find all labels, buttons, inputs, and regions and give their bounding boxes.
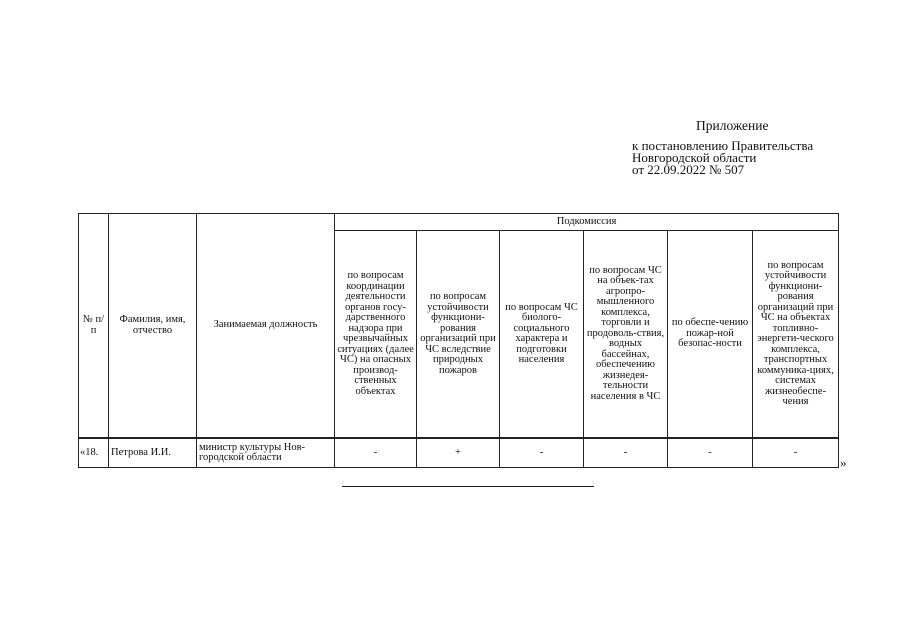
subcommission-table [78, 213, 839, 468]
row-mark-3: - [500, 438, 584, 468]
appendix-line-1: к постановлению Правительства [632, 138, 814, 153]
row-mark-5: - [668, 438, 753, 468]
table-row [79, 438, 839, 468]
header-subcommission-2: по вопросам устойчивости функциони-рования организаций при ЧС вследствие природных пожаров [417, 231, 500, 439]
appendix-title: Приложение [696, 118, 769, 133]
row-position: министр культуры Нов-городской области [197, 438, 335, 468]
row-num: «18. [79, 438, 109, 468]
header-name: Фамилия, имя, отчество [109, 214, 197, 439]
appendix-header [632, 120, 892, 176]
header-subcommission-1: по вопросам координации деятельности органов госу-дарственного надзора при чрезвычайных ситуациях (далее ЧС) на опасных производ-ственных объектах [335, 231, 417, 439]
header-position: Занимаемая должность [197, 214, 335, 439]
header-subcommission: Подкомиссия [335, 214, 839, 231]
row-mark-2: + [417, 438, 500, 468]
row-name: Петрова И.И. [109, 438, 197, 468]
header-subcommission-3: по вопросам ЧС биолого-социального характера и подготовки населения [500, 231, 584, 439]
header-subcommission-5: по обеспе-чению пожар-ной безопас-ности [668, 231, 753, 439]
header-subcommission-6: по вопросам устойчивости функциони-рования организаций при ЧС на объектах топливно-энергети-ческого комплекса, транспортных коммуника-циях, системах жизнеобеспе-чения [753, 231, 839, 439]
row-mark-6: - [753, 438, 839, 468]
row-mark-1: - [335, 438, 417, 468]
row-mark-4: - [584, 438, 668, 468]
closing-quote: » [840, 455, 847, 470]
header-num: № п/п [79, 214, 109, 439]
appendix-line-2: Новгородской области [632, 150, 757, 165]
header-subcommission-4: по вопросам ЧС на объек-тах агропро-мышленного комплекса, торговли и продоволь-ствия, водных бассейнах, обеспечению жизнедея-тельности населения в ЧС [584, 231, 668, 439]
bottom-divider [342, 486, 594, 487]
appendix-line-3: от 22.09.2022 № 507 [632, 162, 745, 177]
